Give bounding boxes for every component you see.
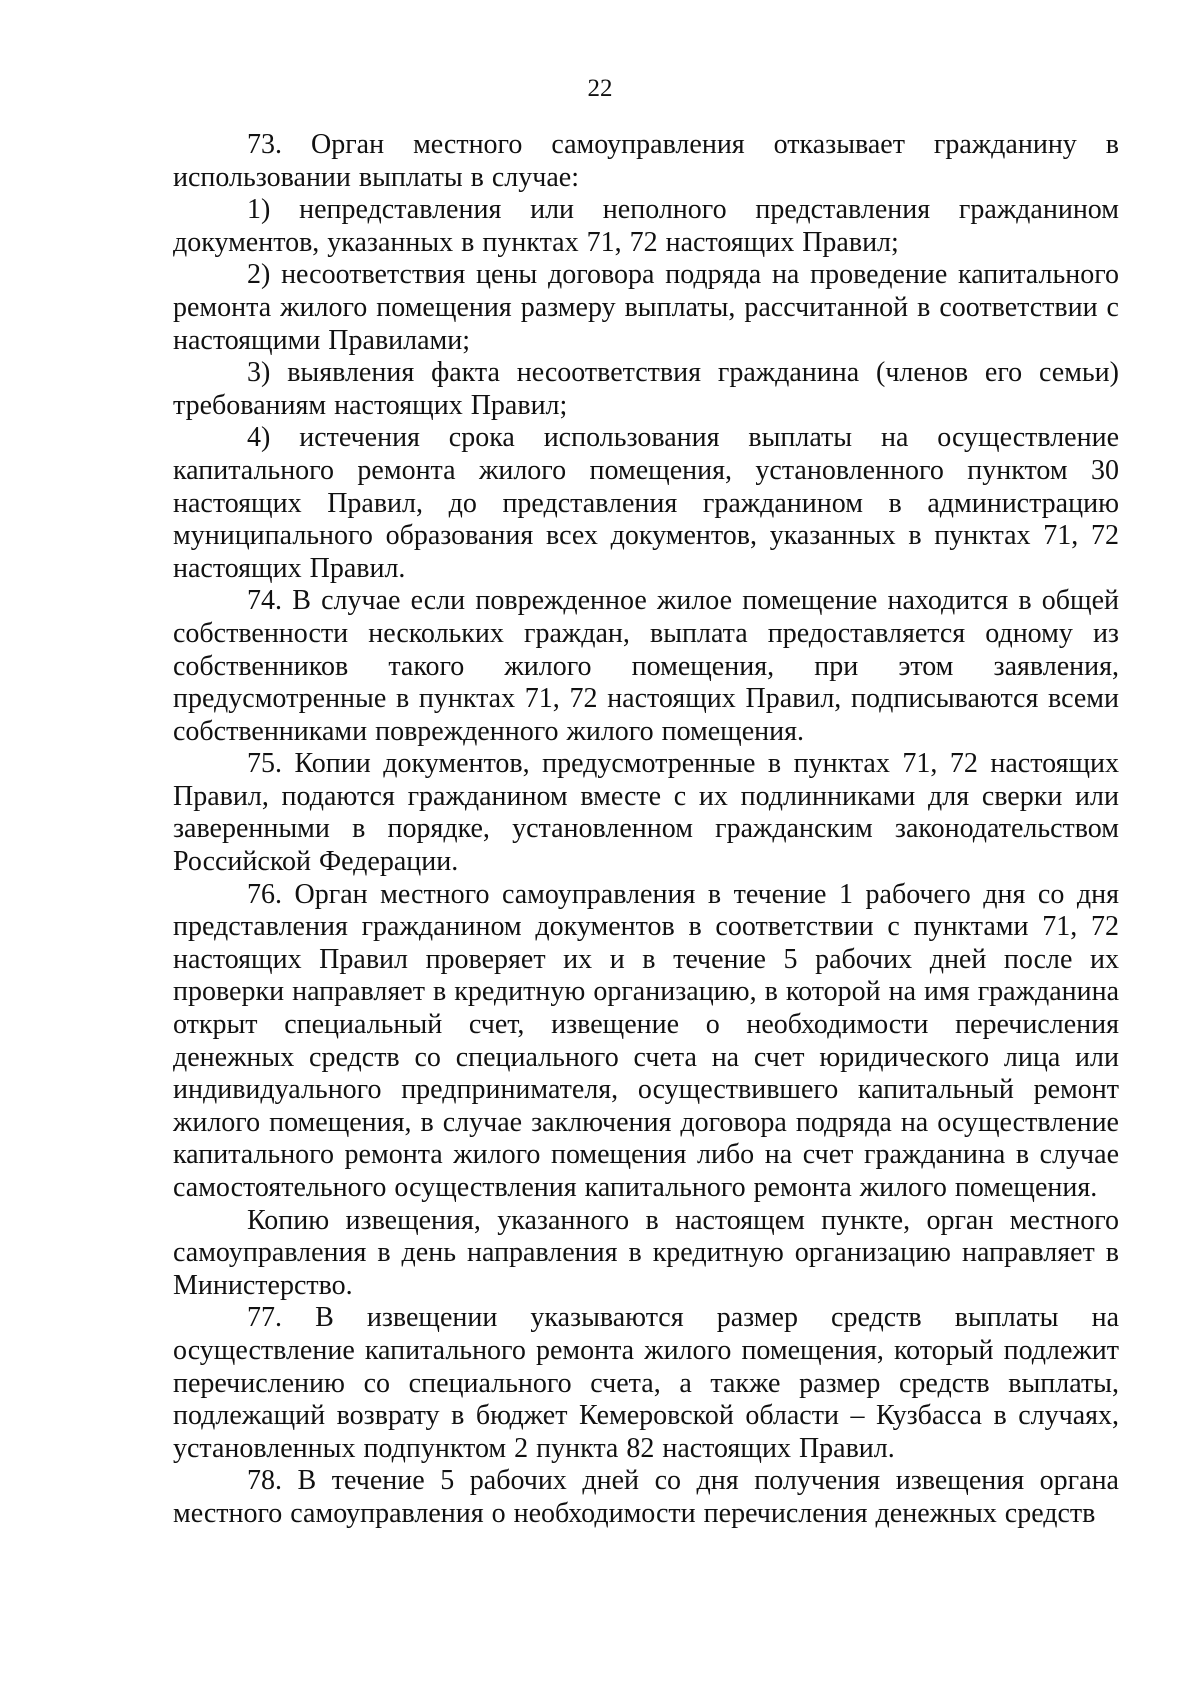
paragraph-75: 75. Копии документов, предусмотренные в пунктах 71, 72 настоящих Правил, подаются гражданином вместе с их подлинниками для сверки или заверенными в порядке, установленном гражданским законодательством Российской Федерации.: [173, 748, 1119, 878]
paragraph-78: 78. В течение 5 рабочих дней со дня получения извещения органа местного самоуправления о необходимости перечисления денежных средств: [173, 1465, 1119, 1529]
paragraph-73-item-4: 4) истечения срока использования выплаты на осуществление капитального ремонта жилого помещения, установленного пунктом 30 настоящих Правил, до представления гражданином в администрацию муниципального образования всех документов, указанных в пунктах 71, 72 настоящих Правил.: [173, 422, 1119, 584]
paragraph-73-item-2: 2) несоответствия цены договора подряда на проведение капитального ремонта жилого помещения размеру выплаты, рассчитанной в соответствии с настоящими Правилами;: [173, 259, 1119, 356]
page-number: 22: [587, 75, 613, 102]
paragraph-74: 74. В случае если поврежденное жилое помещение находится в общей собственности нескольких граждан, выплата предоставляется одному из собственников такого жилого помещения, при этом заявления, предусмотренные в пунктах 71, 72 настоящих Правил, подписываются всеми собственниками поврежденного жилого помещения.: [173, 585, 1119, 747]
paragraph-73-item-1: 1) непредставления или неполного представления гражданином документов, указанных в пунктах 71, 72 настоящих Правил;: [173, 194, 1119, 258]
paragraph-73: 73. Орган местного самоуправления отказывает гражданину в использовании выплаты в случае:: [173, 129, 1119, 193]
paragraph-77: 77. В извещении указываются размер средств выплаты на осуществление капитального ремонта жилого помещения, который подлежит перечислению со специального счета, а также размер средств выплаты, подлежащий возврату в бюджет Кемеровской области – Кузбасса в случаях, установленных подпунктом 2 пункта 82 настоящих Правил.: [173, 1302, 1119, 1464]
paragraph-73-item-3: 3) выявления факта несоответствия гражданина (членов его семьи) требованиям настоящих Правил;: [173, 357, 1119, 421]
paragraph-76: 76. Орган местного самоуправления в течение 1 рабочего дня со дня представления гражданином документов в соответствии с пунктами 71, 72 настоящих Правил проверяет их и в течение 5 рабочих дней после их проверки направляет в кредитную организацию, в которой на имя гражданина открыт специальный счет, извещение о необходимости перечисления денежных средств со специального счета на счет юридического лица или индивидуального предпринимателя, осуществившего капитальный ремонт жилого помещения, в случае заключения договора подряда на осуществление капитального ремонта жилого помещения либо на счет гражданина в случае самостоятельного осуществления капитального ремонта жилого помещения.: [173, 878, 1119, 1203]
paragraph-76-notice-copy: Копию извещения, указанного в настоящем пункте, орган местного самоуправления в день направления в кредитную организацию направляет в Министерство.: [173, 1204, 1119, 1301]
document-body: [173, 129, 1119, 1531]
